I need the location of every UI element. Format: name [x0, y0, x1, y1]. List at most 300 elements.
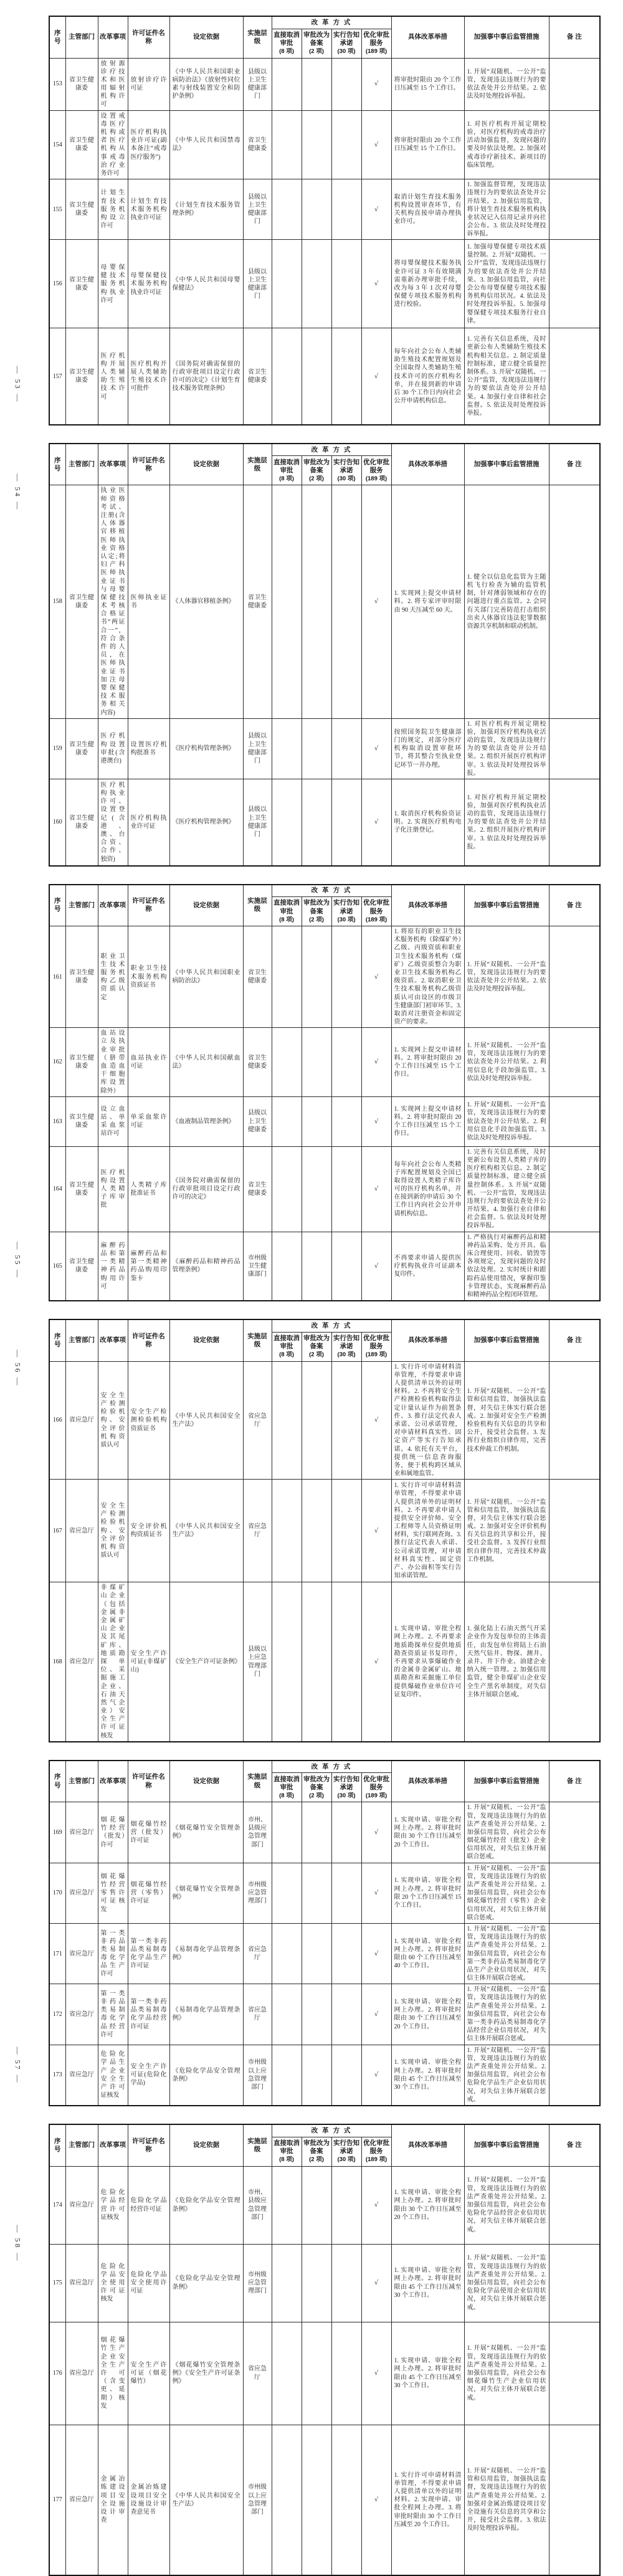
table-row	[49, 2425, 600, 2575]
cell-supervision: 1. 开展“双随机、一公开”监管和信用监管，加强执法监督，发现违法违规行为的依法严查重处并公开结果。2. 加强对金属冶炼建设项目安全设施有关信息的共享和公开，接受社会监督。3. 依法及时处理投诉举报。	[464, 2425, 549, 2575]
cell-basis: 《麻醉药品和精神药品管理条例》	[169, 1232, 243, 1301]
table-row	[49, 485, 600, 718]
cell-dept: 省应急厅	[65, 2045, 98, 2106]
cell-optimize-check: √	[361, 1232, 391, 1301]
cell-record-check	[302, 2045, 331, 2106]
cell-dept: 省应急厅	[65, 1802, 98, 1863]
cell-dept: 省卫生健康委	[65, 718, 98, 779]
col-header-cancel-count: (8 项)	[279, 475, 294, 483]
cell-basis: 《医疗机构管理条例》	[169, 779, 243, 866]
cell-cert-name: 血站执业许可证	[128, 1028, 169, 1097]
cell-cert-name: 安全生产许可证（烟花爆竹）	[128, 2322, 169, 2425]
cell-level: 县级以上卫生健康部门	[243, 779, 272, 866]
col-header-optimize	[361, 897, 391, 926]
table-row	[49, 718, 600, 779]
cell-basis: 《计划生育技术服务管理条例》	[169, 179, 243, 240]
col-header-level: 实施层级	[243, 1761, 272, 1802]
cell-record-check	[302, 2244, 331, 2322]
cell-optimize-check: √	[361, 179, 391, 240]
col-header-level: 实施层级	[243, 2124, 272, 2166]
col-header-record	[302, 1332, 331, 1361]
cell-reform-item: 放射源诊疗技术和医用辐射机构许可	[98, 58, 128, 110]
cell-reform-item: 危险化学品生产企业安全生产许可证核发	[98, 2045, 128, 2106]
cell-record-check	[302, 2166, 331, 2244]
cell-cancel-check	[272, 1232, 302, 1301]
cell-level: 市州级应急管理部门	[243, 1863, 272, 1923]
col-header-optimize-label: 优化审批服务	[363, 2139, 389, 2155]
cell-optimize-check: √	[361, 718, 391, 779]
cell-supervision: 1. 严格执行对麻醉药品和精神药品采购、处方开具、临床合理使用、回收、销毁等各项规定，发现问题的及时依法处理。2. 实时统计和跟踪药品使用情况，掌握印鉴卡管理状态，实现麻醉药品和精神药品全程闭环管理。	[464, 1232, 549, 1301]
cell-optimize-check: √	[361, 1096, 391, 1146]
cell-seq: 166	[49, 1361, 65, 1480]
cell-remark	[549, 1361, 600, 1480]
col-header-optimize-count: (189 项)	[365, 48, 388, 55]
cell-level: 省应急厅	[243, 1480, 272, 1582]
cell-remark	[549, 2425, 600, 2575]
col-header-cancel-count: (8 项)	[279, 1351, 294, 1359]
cell-dept: 省卫生健康委	[65, 1232, 98, 1301]
col-header-notice	[331, 1332, 361, 1361]
col-header-notice-count: (30 项)	[337, 2156, 356, 2164]
cell-dept: 省应急厅	[65, 1361, 98, 1480]
col-header-cert: 许可证件名称	[128, 2124, 169, 2166]
col-header-record	[302, 2137, 331, 2166]
cell-record-check	[302, 1923, 331, 1984]
table-row	[49, 1146, 600, 1232]
cell-supervision: 1. 开展“双随机、一公开”监管，发现违法违规行为的依法严查重处并公开结果。2. 加强信用监管，向社会公布第一类非药品类易制毒化学品经营企业信用状况，对失信主体开展联合惩戒。	[464, 1984, 549, 2045]
reform-items-table	[49, 443, 601, 867]
cell-level: 省应急厅	[243, 2322, 272, 2425]
cell-measures: 1. 将原有的职业卫生技术服务机构（除煤矿外）乙级、丙级资质和职业卫生技术服务机构（煤矿）乙级资质整合为职业卫生技术服务机构乙级资质。2. 取消职业卫生技术服务机构乙级资质认可由设区的市级卫生健康部门初审环节。3. 取消对注册资金和固定资产的要求。	[391, 926, 464, 1028]
col-header-cancel	[272, 456, 302, 485]
cell-notice-check	[331, 1232, 361, 1301]
col-header-reform-group: 改 革 方 式	[272, 885, 391, 897]
cell-record-check	[302, 110, 331, 179]
cell-reform-item: 第一类非药品类易制毒化学品生产许可	[98, 1923, 128, 1984]
page-number: — 58 —	[13, 2225, 22, 2263]
col-header-record	[302, 456, 331, 485]
cell-cert-name: 危险化学品经营许可证	[128, 2166, 169, 2244]
col-header-dept: 主管部门	[65, 1761, 98, 1802]
cell-seq: 164	[49, 1146, 65, 1232]
cell-supervision: 1. 完善有关信息系统，及时更新公布设置人类精子库的医疗机构相关信息。2. 制定质量控制标准，建立健全质量控制体系。3. 开展“双随机、一公开”监管，发现违法违规行为的要依法查处并公开结果。4. 加强行业自律和社会监督。5. 依法及时处理投诉举报。	[464, 1146, 549, 1232]
cell-basis: 《中华人民共和国献血法》	[169, 1028, 243, 1097]
col-header-measures: 具体改革举措	[391, 16, 464, 58]
cell-reform-item: 烟花爆竹生产企业安全生产许可（含变更、延期）核发	[98, 2322, 128, 2425]
table-row	[49, 1232, 600, 1301]
col-header-optimize-label: 优化审批服务	[363, 1334, 389, 1351]
cell-cancel-check	[272, 718, 302, 779]
cell-remark	[549, 2166, 600, 2244]
cell-supervision: 1. 开展“双随机、一公开”监管和信用监管，加强执法监督，对失信主体实行联合惩戒。2. 加强对安全评价机构有关信息的共享和公开，接受社会监督。3. 发挥行业组织自律作用，完善技术仲裁工作机制。	[464, 1480, 549, 1582]
col-header-seq: 序号	[49, 1319, 65, 1361]
cell-level: 县级以上卫生健康部门	[243, 58, 272, 110]
page-number: — 54 —	[13, 473, 22, 511]
cell-seq: 177	[49, 2425, 65, 2575]
cell-optimize-check: √	[361, 1146, 391, 1232]
table-header	[49, 2124, 600, 2166]
cell-measures: 每年向社会公布人类辅助生殖技术配置规划及全国取得人类辅助生殖技术许可的医疗机构名单，并在接到新的申请后 30 个工作日内向社会公开申请机构信息。	[391, 328, 464, 425]
cell-cert-name: 第一类非药品类易制毒化学品经营许可证	[128, 1984, 169, 2045]
col-header-record-count: (2 项)	[309, 48, 324, 55]
cell-notice-check	[331, 1361, 361, 1480]
cell-measures: 1. 实现申请、审批全程网上办理。2. 将审批时限由 60 个工作日压减至 40 个工作日。	[391, 1923, 464, 1984]
table-row	[49, 2166, 600, 2244]
cell-basis: 《人体器官移植条例》	[169, 485, 243, 718]
col-header-cancel	[272, 1773, 302, 1802]
cell-dept: 省应急厅	[65, 1480, 98, 1582]
col-header-reform-group: 改 革 方 式	[272, 1761, 391, 1773]
table-header	[49, 444, 600, 485]
cell-level: 市州级以上应急管理部门	[243, 2045, 272, 2106]
col-header-cancel-label: 直接取消审批	[273, 1775, 300, 1791]
table-row	[49, 2322, 600, 2425]
cell-measures: 1. 实现网上提交申请材料。2. 将审批时限由 20 个工作日压减至 15 个工作日。	[391, 1096, 464, 1146]
cell-remark	[549, 179, 600, 240]
cell-notice-check	[331, 110, 361, 179]
cell-optimize-check: √	[361, 1923, 391, 1984]
cell-dept: 省卫生健康委	[65, 179, 98, 240]
cell-optimize-check: √	[361, 328, 391, 425]
cell-notice-check	[331, 1863, 361, 1923]
cell-record-check	[302, 58, 331, 110]
cell-record-check	[302, 1096, 331, 1146]
cell-supervision: 1. 开展“双随机、一公开”监管，发现违法违规行为的依法严查重处并公开结果。2. 加强信用监管，向社会公布第一类非药品类易制毒化学品生产企业信用状况，对失信主体开展联合惩戒。	[464, 1923, 549, 1984]
table-row	[49, 110, 600, 179]
cell-measures: 按照国务院卫生健康部门的规定，对部分医疗机构取消设置审批环节，将其整合至执业登记环节一并办理。	[391, 718, 464, 779]
col-header-supervision: 加强事中事后监管措施	[464, 444, 549, 485]
col-header-record-count: (2 项)	[309, 1351, 324, 1359]
cell-remark	[549, 926, 600, 1028]
cell-basis: 《中华人民共和国母婴保健法》	[169, 240, 243, 328]
cell-notice-check	[331, 2425, 361, 2575]
cell-remark	[549, 1028, 600, 1097]
cell-reform-item: 烟花爆竹经营零售许可证核发	[98, 1863, 128, 1923]
cell-reform-item: 金属冶炼建设项目安全设施设计审查	[98, 2425, 128, 2575]
cell-seq: 153	[49, 58, 65, 110]
cell-cert-name: 单采血浆许可证	[128, 1096, 169, 1146]
cell-remark	[549, 1232, 600, 1301]
cell-cancel-check	[272, 1146, 302, 1232]
cell-supervision: 1. 对医疗机构开展定期校验，对医疗机构的戒毒治疗活动加强监督，发现问题的要及时依法处理。2. 加强对戒毒诊疗新技术、新项目的临床管理。	[464, 110, 549, 179]
cell-remark	[549, 2322, 600, 2425]
col-header-notice-label: 实行告知承诺	[333, 458, 359, 474]
cell-dept: 省应急厅	[65, 2244, 98, 2322]
cell-level: 市州级应急管理部门	[243, 2244, 272, 2322]
cell-supervision: 1. 开展“双随机、一公开”监管，发现违法违规行为的要依法查处并公开结果。2. 依法及时处理投诉举报。	[464, 926, 549, 1028]
col-header-record-label: 审批改为备案	[303, 31, 330, 47]
cell-record-check	[302, 718, 331, 779]
col-header-record-label: 审批改为备案	[303, 1775, 330, 1791]
cell-remark	[549, 485, 600, 718]
cell-measures: 1. 实现申请、审批全程网上办理。2. 将审批时限由 30 个工作日压减至 20 个工作日。	[391, 2166, 464, 2244]
cell-remark	[549, 240, 600, 328]
cell-dept: 省应急厅	[65, 2166, 98, 2244]
table-body	[49, 926, 600, 1301]
reform-items-table	[49, 2124, 601, 2576]
col-header-reform-group: 改 革 方 式	[272, 2124, 391, 2137]
cell-notice-check	[331, 485, 361, 718]
cell-measures: 将审批时限由 20 个工作日压减至 15 个工作日。	[391, 58, 464, 110]
cell-seq: 161	[49, 926, 65, 1028]
cell-dept: 省应急厅	[65, 2322, 98, 2425]
cell-measures: 1. 实行许可申请材料清单管理，不得要求申请人提供清单以外的证明材料。2. 实现申请、审批全程网上办理。3. 将审批时限由 30 个工作日压减至 20 个工作日。	[391, 2425, 464, 2575]
cell-seq: 173	[49, 2045, 65, 2106]
col-header-optimize-count: (189 项)	[365, 2156, 388, 2164]
cell-record-check	[302, 2425, 331, 2575]
cell-record-check	[302, 1582, 331, 1742]
col-header-record-label: 审批改为备案	[303, 458, 330, 474]
table-page-block	[13, 1319, 599, 1742]
cell-basis: 《国务院对确需保留的行政审批项目设定行政许可的决定》	[169, 1146, 243, 1232]
table-row	[49, 179, 600, 240]
cell-cert-name: 第一类非药品类易制毒化学品生产许可证	[128, 1923, 169, 1984]
cell-remark	[549, 1923, 600, 1984]
cell-cancel-check	[272, 179, 302, 240]
cell-cert-name: 安全生产检测检验机构资质证书	[128, 1361, 169, 1480]
cell-basis: 《中华人民共和国职业病防治法》	[169, 926, 243, 1028]
cell-seq: 175	[49, 2244, 65, 2322]
cell-level: 市州、县级应急管理部门	[243, 2166, 272, 2244]
col-header-basis: 设定依据	[169, 1761, 243, 1802]
table-row	[49, 926, 600, 1028]
cell-supervision: 1. 开展“双随机、一公开”监管，发现违法违规行为的依法严查重处并公开结果。2. 加强信用监管，向社会公布危险化学品生产企业信用状况，对失信主体开展联合惩戒。	[464, 2045, 549, 2106]
cell-basis: 《易制毒化学品管理条例》	[169, 1923, 243, 1984]
col-header-optimize-label: 优化审批服务	[363, 458, 389, 474]
col-header-measures: 具体改革举措	[391, 444, 464, 485]
cell-cert-name: 放射诊疗许可证	[128, 58, 169, 110]
cell-supervision: 1. 开展“双随机、一公开”监管，发现违法违规行为的依法严查重处并公开结果。2. 加强信用监管，向社会公布烟花爆竹经营（零售）企业信用状况，对失信主体开展联合惩戒。	[464, 1863, 549, 1923]
cell-cert-name: 烟花爆竹经营（零售）许可证	[128, 1863, 169, 1923]
col-header-supervision: 加强事中事后监管措施	[464, 16, 549, 58]
cell-reform-item: 烟花爆竹经营（批发）许可	[98, 1802, 128, 1863]
col-header-notice	[331, 456, 361, 485]
reform-items-table	[49, 1760, 601, 2106]
cell-cancel-check	[272, 1480, 302, 1582]
col-header-notice-count: (30 项)	[337, 1792, 356, 1799]
cell-notice-check	[331, 1802, 361, 1863]
cell-remark	[549, 1863, 600, 1923]
col-header-optimize	[361, 1332, 391, 1361]
cell-seq: 169	[49, 1802, 65, 1863]
cell-measures: 1. 实现申请、审批全程网上办理。2. 不再要求地质勘探单位提供地质勘查资质证书复印件，不再要求从事爆破作业的金属非金属矿山、地质勘查和采掘施工单位提供爆破作业单位许可证复印件。	[391, 1582, 464, 1742]
cell-supervision: 1. 对医疗机构开展定期校验，加强对医疗机构执业活动的监管，发现违法违规行为的要依法查处并公开结果。2. 组织开展医疗机构评审。3. 依法及时处理投诉举报。	[464, 718, 549, 779]
col-header-cancel	[272, 1332, 302, 1361]
cell-optimize-check: √	[361, 240, 391, 328]
col-header-notice-label: 实行告知承诺	[333, 2139, 359, 2155]
cell-basis: 《国务院对确需保留的行政审批项目设定行政许可的决定》《计划生育技术服务管理条例》	[169, 328, 243, 425]
reform-items-table	[49, 1319, 601, 1742]
cell-level: 市州级以上应急管理部门	[243, 2425, 272, 2575]
col-header-level: 实施层级	[243, 1319, 272, 1361]
cell-cancel-check	[272, 1802, 302, 1863]
cell-seq: 176	[49, 2322, 65, 2425]
table-body	[49, 58, 600, 425]
table-page-block	[13, 2124, 599, 2576]
cell-cancel-check	[272, 2166, 302, 2244]
page-number: — 53 —	[13, 366, 22, 404]
cell-remark	[549, 1096, 600, 1146]
col-header-dept: 主管部门	[65, 885, 98, 926]
cell-record-check	[302, 485, 331, 718]
table-row	[49, 2244, 600, 2322]
cell-record-check	[302, 240, 331, 328]
cell-basis: 《中华人民共和国职业病防治法》《放射性同位素与射线装置安全和防护条例》	[169, 58, 243, 110]
cell-notice-check	[331, 2244, 361, 2322]
cell-cert-name: 医师执业证书	[128, 485, 169, 718]
cell-level: 省卫生健康委	[243, 1146, 272, 1232]
col-header-item: 改革事项	[98, 1761, 128, 1802]
cell-cert-name: 金属冶炼建设项目安全设施设计审查意见书	[128, 2425, 169, 2575]
col-header-item: 改革事项	[98, 1319, 128, 1361]
table-header	[49, 1319, 600, 1361]
cell-seq: 165	[49, 1232, 65, 1301]
cell-record-check	[302, 1863, 331, 1923]
col-header-dept: 主管部门	[65, 444, 98, 485]
cell-level: 市州级卫生健康部门	[243, 1232, 272, 1301]
cell-supervision: 1. 开展“双随机、一公开”监管，发现违法违规行为的依法严查重处并公开结果。2. 加强信用监管，向社会公布烟花爆竹经营（批发）企业信用状况，对失信主体开展联合惩戒。	[464, 1802, 549, 1863]
cell-level: 省卫生健康委	[243, 1028, 272, 1097]
cell-cancel-check	[272, 485, 302, 718]
cell-record-check	[302, 1232, 331, 1301]
cell-measures: 1. 实行许可申请材料清单管理，不得要求申请人提供清单以外的证明材料。2. 不再将安全生产检测检验机构取得法定计量认证作为前置条件。3. 推行法定代表人承诺、公司承诺管理，对申请材料真实性、固定资产等实行告知承诺。4. 依托有关平台，提供统一信息查询服务，便于机构跨区域从业和属地监管。	[391, 1361, 464, 1480]
cell-dept: 省应急厅	[65, 1984, 98, 2045]
cell-cancel-check	[272, 926, 302, 1028]
table-row	[49, 1984, 600, 2045]
cell-measures: 不再要求申请人提供医疗机构执业许可证副本复印件。	[391, 1232, 464, 1301]
table-header	[49, 16, 600, 58]
cell-reform-item: 安全生产检测检验机构、安全评价机构资质认可	[98, 1361, 128, 1480]
col-header-dept: 主管部门	[65, 2124, 98, 2166]
cell-cancel-check	[272, 1923, 302, 1984]
cell-optimize-check: √	[361, 1361, 391, 1480]
cell-cancel-check	[272, 2322, 302, 2425]
col-header-item: 改革事项	[98, 444, 128, 485]
cell-cancel-check	[272, 1361, 302, 1480]
cell-dept: 省应急厅	[65, 1923, 98, 1984]
cell-level: 省卫生健康委	[243, 485, 272, 718]
cell-remark	[549, 1984, 600, 2045]
cell-notice-check	[331, 1146, 361, 1232]
cell-measures: 每年向社会公布人类精子库配置规划及全国已取得设置人类精子库许可的医疗机构名单，并在接到新的申请后 30 个工作日内向社会公开申请机构信息。	[391, 1146, 464, 1232]
cell-basis: 《安全生产许可证条例》	[169, 1582, 243, 1742]
cell-reform-item: 计划生育技术服务机构设立许可	[98, 179, 128, 240]
cell-record-check	[302, 179, 331, 240]
cell-notice-check	[331, 328, 361, 425]
cell-basis: 《烟花爆竹安全管理条例》	[169, 1802, 243, 1863]
col-header-record	[302, 897, 331, 926]
cell-cancel-check	[272, 2244, 302, 2322]
cell-cert-name: 安全生产许可证(危险化学品)	[128, 2045, 169, 2106]
cell-level: 县级以上卫生健康部门	[243, 718, 272, 779]
page-number: — 57 —	[13, 2046, 22, 2084]
cell-basis: 《危险化学品安全管理条例》	[169, 2166, 243, 2244]
cell-dept: 省卫生健康委	[65, 1028, 98, 1097]
table-page-block	[13, 884, 599, 1302]
cell-dept: 省卫生健康委	[65, 110, 98, 179]
cell-basis: 《血液制品管理条例》	[169, 1096, 243, 1146]
cell-record-check	[302, 1984, 331, 2045]
col-header-cancel	[272, 29, 302, 58]
cell-cert-name: 医疗机构开展人类辅助生殖技术许可批件	[128, 328, 169, 425]
cell-basis: 《中华人民共和国安全生产法》	[169, 1480, 243, 1582]
cell-reform-item: 医疗机构设置审批(含港澳台)	[98, 718, 128, 779]
cell-seq: 168	[49, 1582, 65, 1742]
cell-reform-item: 母婴保健技术服务机构执业许可	[98, 240, 128, 328]
cell-dept: 省卫生健康委	[65, 1146, 98, 1232]
cell-notice-check	[331, 718, 361, 779]
col-header-dept: 主管部门	[65, 1319, 98, 1361]
table-row	[49, 58, 600, 110]
col-header-cert: 许可证件名称	[128, 1761, 169, 1802]
cell-cert-name: 母婴保健技术服务机构执业许可证	[128, 240, 169, 328]
cell-basis: 《危险化学品安全管理条例》	[169, 2244, 243, 2322]
cell-record-check	[302, 1802, 331, 1863]
col-header-record-count: (2 项)	[309, 475, 324, 483]
cell-reform-item: 设置戒毒医疗机构或者医疗机构从事戒毒治疗业务许可	[98, 110, 128, 179]
cell-basis: 《中华人民共和国安全生产法》	[169, 2425, 243, 2575]
table-header	[49, 885, 600, 926]
cell-level: 省卫生健康委	[243, 328, 272, 425]
col-header-level: 实施层级	[243, 16, 272, 58]
cell-cert-name: 医疗机构执业许可证(副本备注“戒毒医疗服务”)	[128, 110, 169, 179]
cell-record-check	[302, 1146, 331, 1232]
col-header-record-count: (2 项)	[309, 2156, 324, 2164]
cell-optimize-check: √	[361, 1984, 391, 2045]
cell-measures: 1. 实现申请、审批全程网上办理。2. 将审批时限 20 个工作日压减至 15 个工作日。	[391, 1863, 464, 1923]
col-header-reform-group: 改 革 方 式	[272, 444, 391, 456]
cell-measures: 1. 实行许可申请材料清单管理，不得要求申请人提供清单外的证明材料。2. 不再要求申请人提供安全评价师、安全工程师等人员资格证明材料，实行联网查询。3. 推行法定代表人承诺、公司承诺管理，对申请材料真实性、固定资产、办公面积等实行告知承诺管理。	[391, 1480, 464, 1582]
col-header-basis: 设定依据	[169, 444, 243, 485]
col-header-level: 实施层级	[243, 885, 272, 926]
cell-record-check	[302, 1028, 331, 1097]
cell-optimize-check: √	[361, 485, 391, 718]
col-header-remark: 备 注	[549, 1319, 600, 1361]
cell-notice-check	[331, 240, 361, 328]
col-header-seq: 序号	[49, 2124, 65, 2166]
col-header-notice-count: (30 项)	[337, 916, 356, 923]
cell-measures: 将母婴保健技术服务执业许可证 3 年有效期满需重新办理审批手续，改为每 3 年 1 次对母婴保健专项技术服务机构进行校验。	[391, 240, 464, 328]
cell-level: 县级以上卫生健康委	[243, 1096, 272, 1146]
cell-optimize-check: √	[361, 2425, 391, 2575]
cell-notice-check	[331, 1096, 361, 1146]
cell-optimize-check: √	[361, 2045, 391, 2106]
col-header-cancel-count: (8 项)	[279, 2156, 294, 2164]
cell-reform-item: 麻醉药品和第一类精神药品购用许可	[98, 1232, 128, 1301]
cell-basis: 《易制毒化学品管理条例》	[169, 1984, 243, 2045]
cell-seq: 154	[49, 110, 65, 179]
col-header-reform-group: 改 革 方 式	[272, 1319, 391, 1332]
cell-cert-name: 医疗机构执业许可证	[128, 779, 169, 866]
cell-dept: 省应急厅	[65, 1582, 98, 1742]
col-header-notice-label: 实行告知承诺	[333, 899, 359, 915]
cell-dept: 省卫生健康委	[65, 58, 98, 110]
cell-record-check	[302, 926, 331, 1028]
table-row	[49, 779, 600, 866]
col-header-record	[302, 1773, 331, 1802]
col-header-item: 改革事项	[98, 2124, 128, 2166]
cell-remark	[549, 1582, 600, 1742]
cell-basis: 《烟花爆竹安全管理条例》《安全生产许可证条例》	[169, 2322, 243, 2425]
cell-basis: 《医疗机构管理条例》	[169, 718, 243, 779]
cell-reform-item: 医疗机构执业许可、设置登记(含港、澳、台合资、合作、独资)	[98, 779, 128, 866]
col-header-notice-label: 实行告知承诺	[333, 31, 359, 47]
table-page-block	[13, 443, 599, 867]
col-header-optimize-count: (189 项)	[365, 475, 388, 483]
cell-optimize-check: √	[361, 110, 391, 179]
cell-supervision: 1. 开展“双随机、一公开”监管和信用监管，加强执法监督，对失信主体实行联合惩戒。2. 加强对安全生产检测检验机构有关信息的共享和公开，接受社会监督。3. 发挥行业组织自律作用，完善技术仲裁工作机制。	[464, 1361, 549, 1480]
cell-cancel-check	[272, 240, 302, 328]
